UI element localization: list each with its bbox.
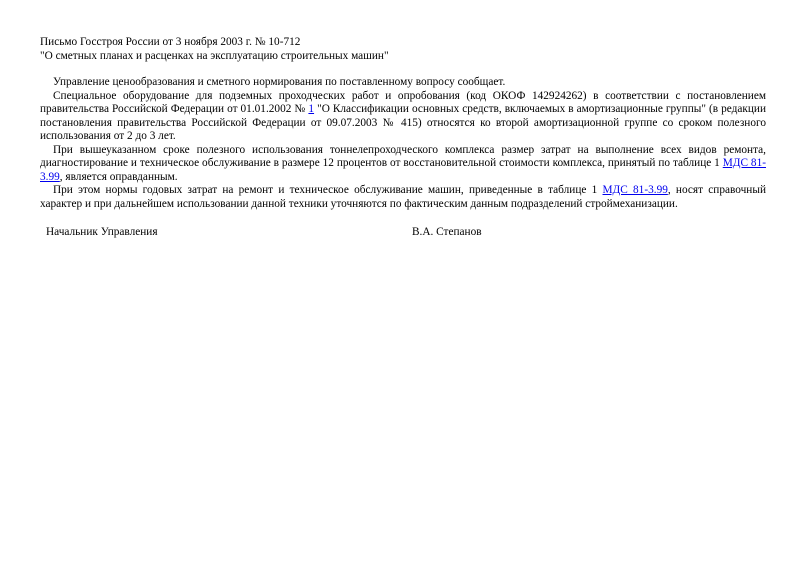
paragraph-text: , является оправданным. bbox=[59, 170, 178, 183]
paragraph-intro bbox=[40, 76, 766, 90]
document-body bbox=[40, 36, 766, 240]
mds-link[interactable]: МДС 81-3.99 bbox=[40, 157, 766, 183]
paragraph-text: "О Классификации основных средств, включаемых в амортизационные группы" (в редакции постановления правительства Российской Федерации от 09.07.2003 № 415) относятся ко второй амортизационной группе со сроком полезного использования от 2 до 3 лет. bbox=[40, 103, 766, 142]
paragraph-text: При этом нормы годовых затрат на ремонт и техническое обслуживание машин, приведенные в таблице 1 bbox=[53, 184, 603, 196]
paragraph-costs bbox=[40, 144, 766, 185]
signatory-position: Начальник Управления bbox=[46, 226, 158, 238]
paragraph-text: При вышеуказанном сроке полезного использования тоннелепроходческого комплекса размер затрат на выполнение всех видов ремонта, диагностирование и техническое обслуживание в размере 12 процентов от восстановительной стоимости комплекса, принятый по таблице 1 bbox=[40, 143, 766, 169]
paragraph-text: Специальное оборудование для подземных проходческих работ и опробования (код ОКОФ 142924262) в соответствии с постановлением правительства Российской Федерации от 01.01.2002 № bbox=[40, 89, 766, 115]
paragraph-text: Управление ценообразования и сметного нормирования по поставленному вопросу сообщает. bbox=[53, 76, 506, 88]
decree-link[interactable]: 1 bbox=[308, 103, 315, 115]
title-spacer bbox=[40, 63, 766, 76]
document-subtitle: "О сметных планах и расценках на эксплуатацию строительных машин" bbox=[40, 49, 389, 62]
paragraph-text: , носят справочный характер и при дальнейшем использовании данной техники уточняются по фактическим данным подразделений строймеханизации. bbox=[40, 184, 766, 210]
document-title: Письмо Госстроя России от 3 ноября 2003 г. № 10-712 bbox=[40, 36, 301, 48]
paragraph-classification bbox=[40, 90, 766, 144]
mds-link[interactable]: МДС 81-3.99 bbox=[602, 184, 668, 196]
signature-block bbox=[40, 226, 766, 240]
paragraph-norms bbox=[40, 184, 766, 211]
signatory-name: В.А. Степанов bbox=[412, 226, 482, 238]
